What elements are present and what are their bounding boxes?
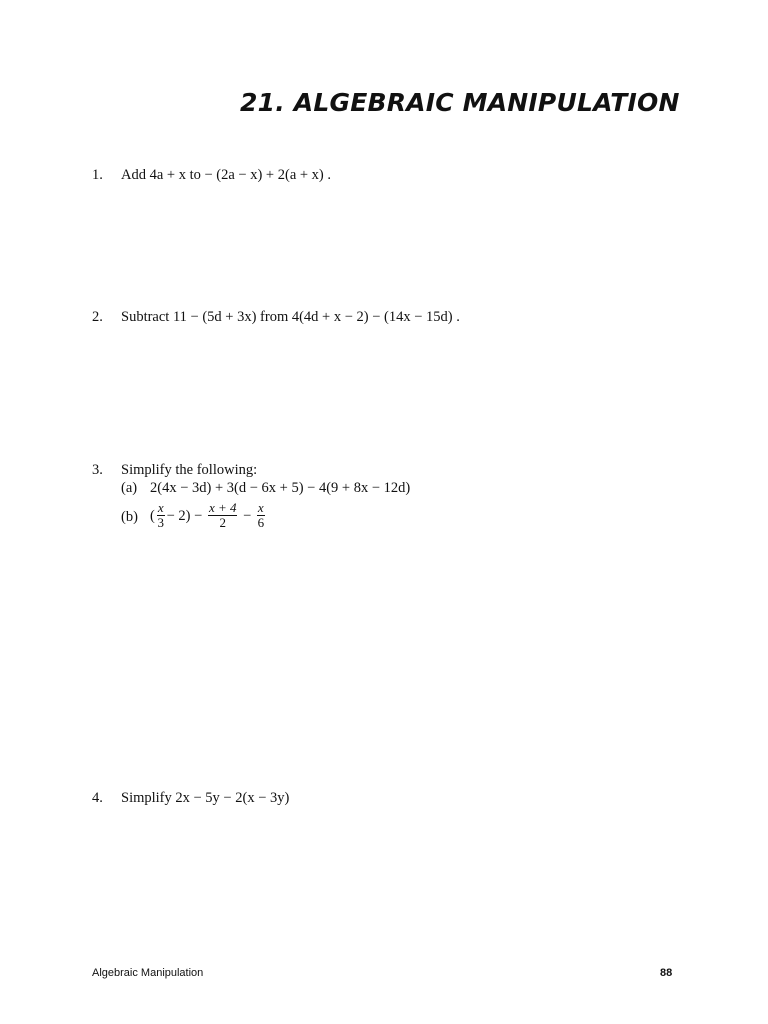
question-number: 1. (92, 167, 103, 183)
open-paren: ( (150, 507, 155, 524)
denominator: 3 (157, 515, 164, 530)
minus-sign: − (243, 507, 252, 524)
expression: 2(4x − 3d) + 3(d − 6x + 5) − 4(9 + 8x − 12d) (150, 480, 411, 496)
footer-section-title: Algebraic Manipulation (92, 967, 204, 979)
numerator: x (257, 500, 264, 515)
expression (150, 502, 267, 531)
denominator: 2 (219, 515, 226, 530)
fraction-x-plus-4-over-2 (208, 501, 238, 530)
page-number: 88 (660, 967, 673, 979)
fraction-x-over-6 (257, 501, 265, 530)
numerator: x (157, 500, 164, 515)
numerator: x + 4 (208, 500, 237, 515)
part-label: (a) (121, 480, 138, 496)
question-text: Subtract 11 − (5d + 3x) from 4(4d + x − 2) − (14x − 15d) . (121, 309, 460, 325)
fraction-x-over-3 (157, 501, 165, 530)
question-number: 2. (92, 309, 103, 325)
question-text: Simplify 2x − 5y − 2(x − 3y) (121, 790, 290, 806)
middle-term: − 2) − (166, 507, 203, 524)
question-text: Add 4a + x to − (2a − x) + 2(a + x) . (121, 167, 332, 183)
question-number: 3. (92, 462, 103, 478)
part-label: (b) (121, 509, 138, 525)
denominator: 6 (257, 515, 265, 530)
page-title: 21. ALGEBRAIC MANIPULATION (240, 88, 680, 117)
question-number: 4. (92, 790, 103, 806)
question-text: Simplify the following: (121, 462, 258, 478)
